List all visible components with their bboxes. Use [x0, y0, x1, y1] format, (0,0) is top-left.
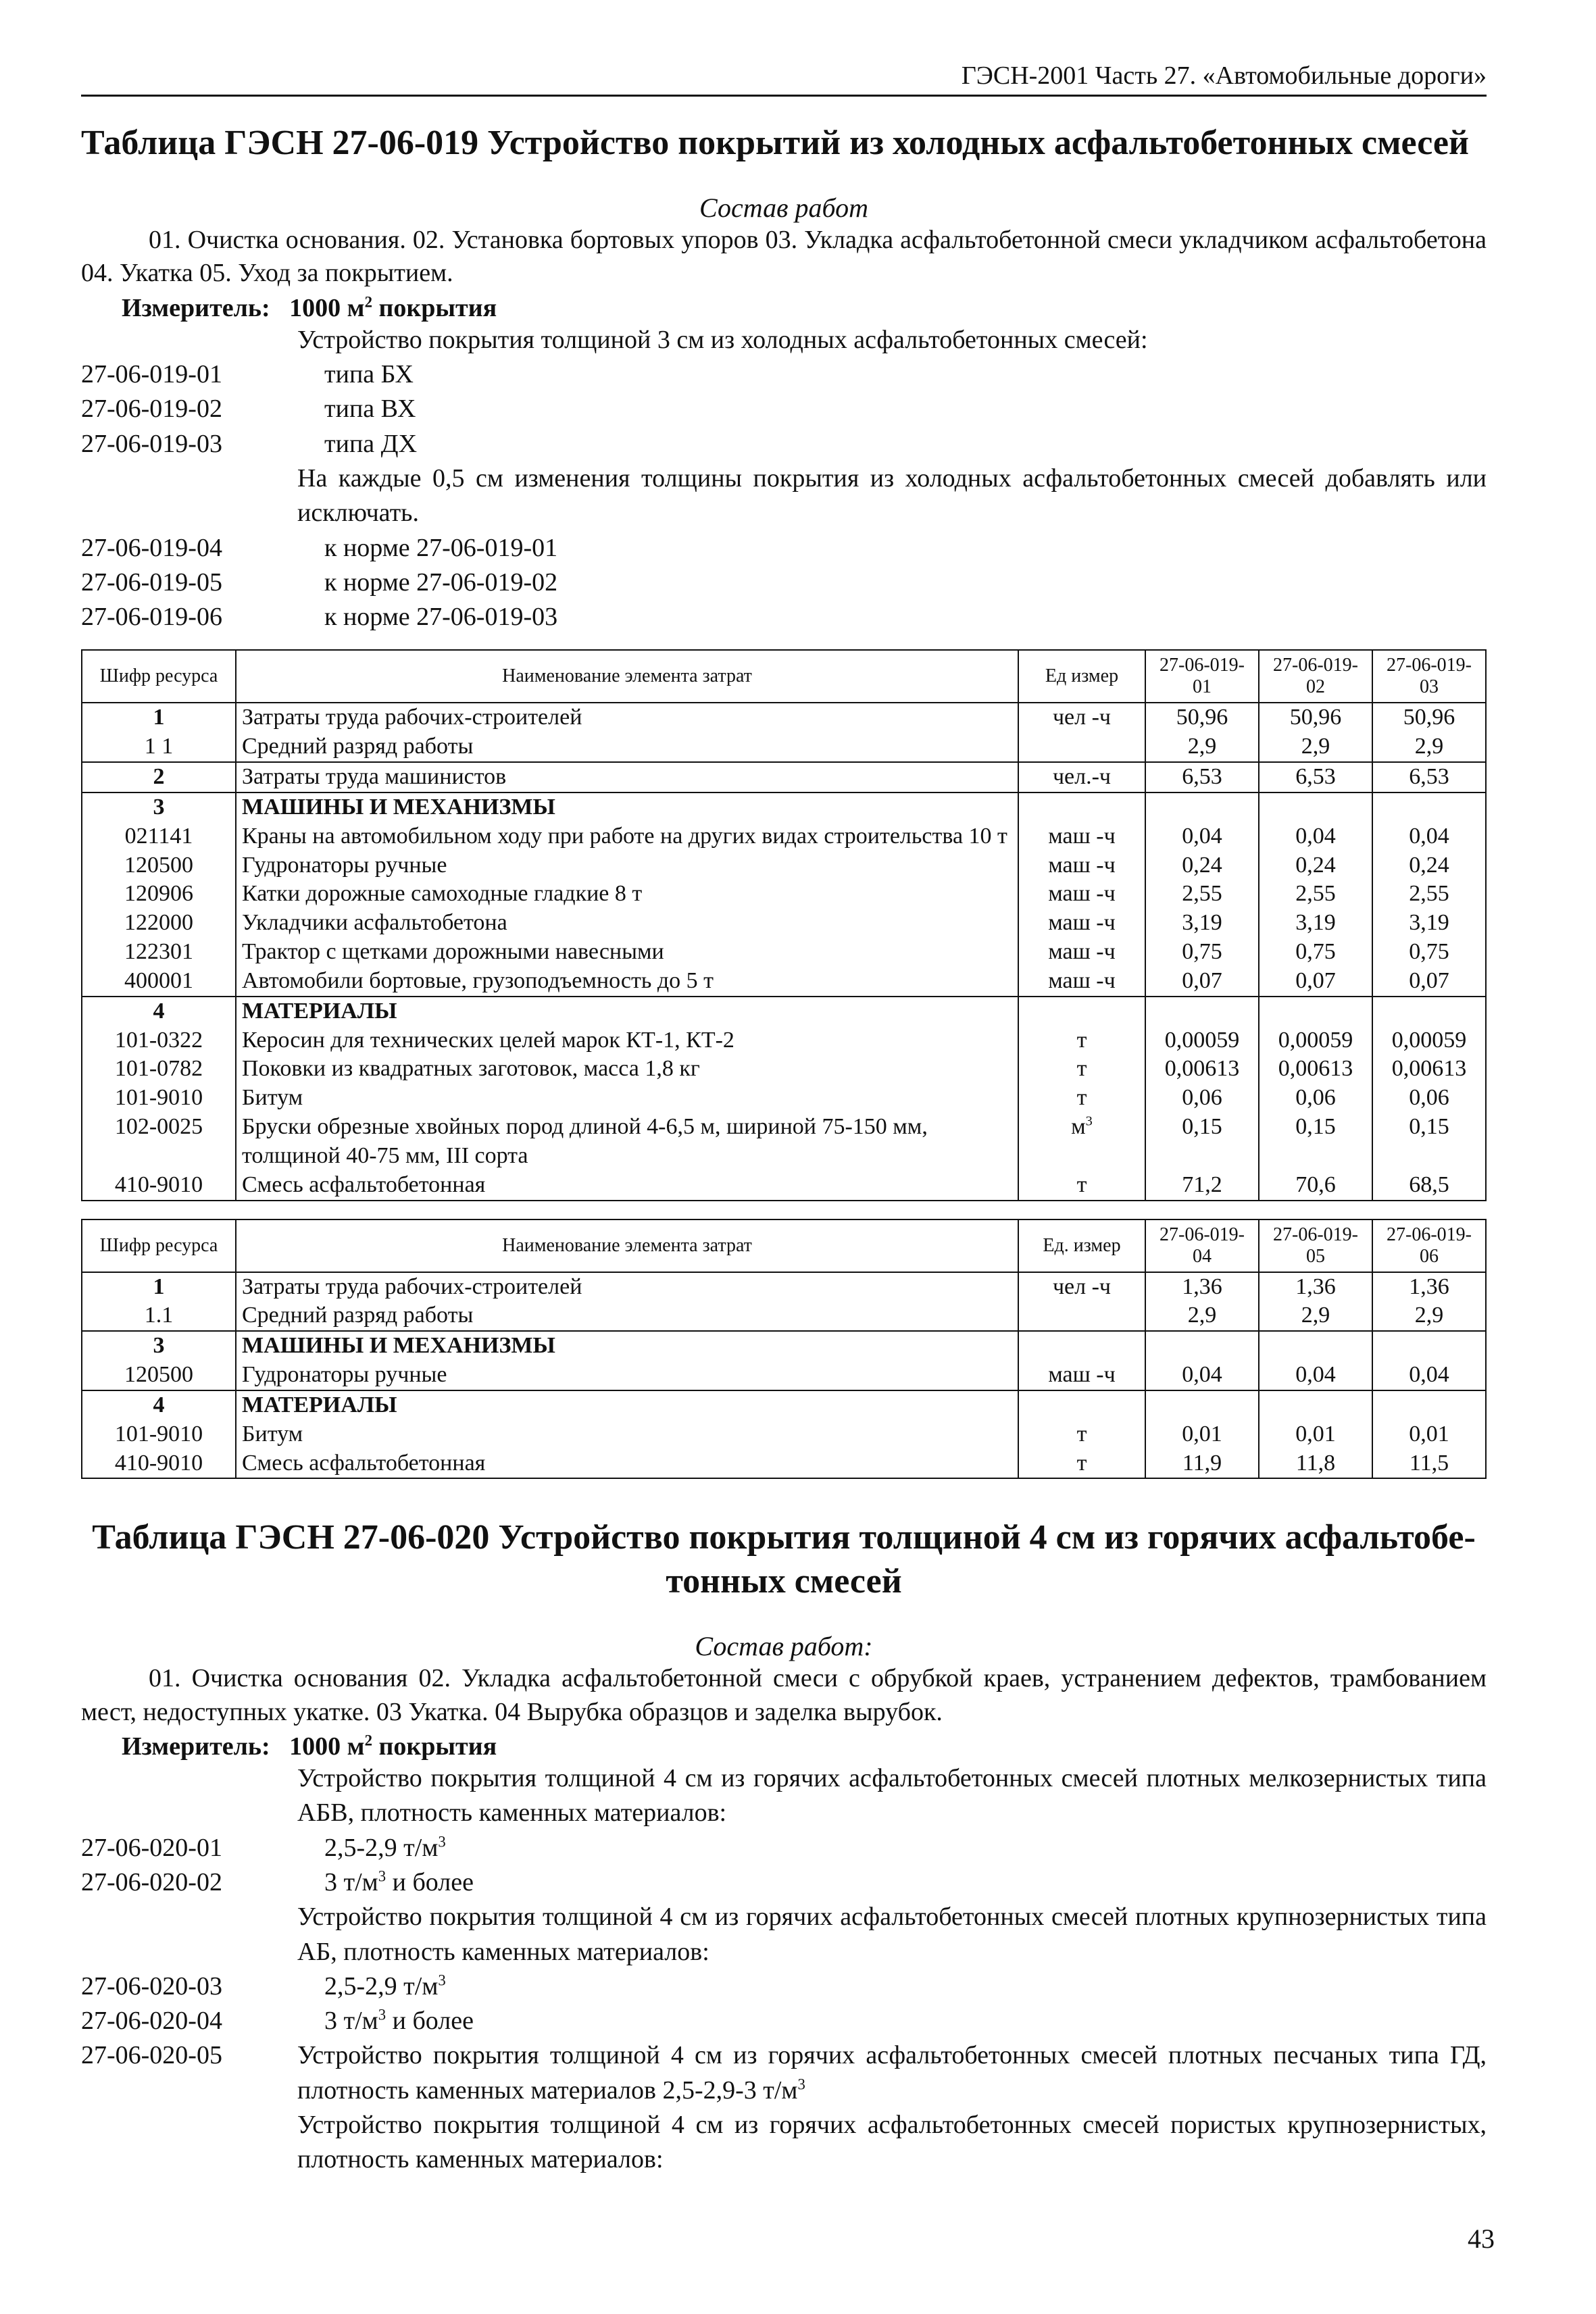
cell-value: 2,55 [1259, 880, 1372, 909]
table-row [82, 1390, 1486, 1420]
cell-code: 120906 [82, 880, 236, 909]
norm-code: 27-06-019-06 [81, 603, 222, 632]
cell-value: 2,9 [1372, 1301, 1486, 1331]
table-row [82, 851, 1486, 880]
cell-value: 0,06 [1259, 1084, 1372, 1113]
cell-name: Средний разряд работы [236, 732, 1018, 762]
norm-intro-5: Устройство покрытия толщиной 4 см из горячих асфальтобетонных смесей пористых крупнозернистых, плотность каменных материалов: [297, 2111, 1487, 2174]
header-unit: Ед. измер [1018, 1219, 1145, 1272]
norm-text: к норме 27-06-019-01 [324, 533, 558, 562]
cell-code: 3 [82, 1331, 236, 1361]
works-description-2: 01. Очистка основания 02. Укладка асфальтобетонной смеси с обрубкой краев, устранением дефектов, трамбованием мест, недоступных укатке. 03 Укатка. 04 Вырубка образцов и заделка вырубок. [81, 1664, 1487, 1726]
norm-item [81, 1969, 1487, 2004]
cell-value: 0,00059 [1259, 1026, 1372, 1055]
meter-value: 1000 м [289, 293, 365, 322]
cell-value: 50,96 [1372, 703, 1486, 732]
norm-intro-3: Устройство покрытия толщиной 4 см из горячих асфальтобетонных смесей плотных мелкозернистых типа АБВ, плотность каменных материалов: [297, 1764, 1487, 1828]
table-row [82, 1361, 1486, 1390]
cell-value: 3,19 [1259, 909, 1372, 938]
table-row [82, 732, 1486, 762]
norm-text-main: 2,5-2,9 т/м [324, 1833, 439, 1862]
cell-name: Затраты труда рабочих-строителей [236, 1272, 1018, 1302]
norm-item [81, 1865, 1487, 1900]
norm-code: 27-06-019-01 [81, 360, 222, 389]
norm-text-sup: 3 [378, 1867, 386, 1885]
cell-value: 6,53 [1372, 762, 1486, 793]
cell-value: 0,15 [1145, 1113, 1259, 1171]
norm-list-2 [81, 531, 1487, 635]
cell-unit: маш -ч [1018, 1361, 1145, 1390]
title-line-1: Таблица ГЭСН 27-06-020 Устройство покрытия толщиной 4 см из горячих асфальтобе- [92, 1518, 1476, 1557]
cell-code: 122301 [82, 938, 236, 967]
cell-value: 2,9 [1145, 732, 1259, 762]
cell-value: 0,00059 [1372, 1026, 1486, 1055]
cell-code: 1 [82, 1272, 236, 1302]
cell-code: 3 [82, 793, 236, 822]
cell-value: 0,04 [1145, 1361, 1259, 1390]
running-header: ГЭСН-2001 Часть 27. «Автомобильные дороги» [81, 61, 1487, 97]
table-row [82, 1055, 1486, 1084]
cell-unit: чел.-ч [1018, 762, 1145, 793]
table-row [82, 1026, 1486, 1055]
norm-text [297, 2004, 1487, 2038]
norm-item [81, 427, 1487, 461]
cell-value: 68,5 [1372, 1171, 1486, 1201]
cell-code: 410-9010 [82, 1449, 236, 1479]
cell-value: 0,07 [1259, 967, 1372, 997]
works-heading: Состав работ [699, 193, 868, 223]
cell-code: 410-9010 [82, 1171, 236, 1201]
resource-table-2 [81, 1219, 1487, 1480]
meter-unit: покрытия [378, 293, 497, 322]
norm-item [81, 600, 1487, 634]
cell-value: 1,36 [1372, 1272, 1486, 1302]
norm-code: 27-06-019-02 [81, 395, 222, 424]
cell-name: Смесь асфальтобетонная [236, 1171, 1018, 1201]
cell-unit: т [1018, 1171, 1145, 1201]
cell-value [1259, 997, 1372, 1026]
norm-text [297, 1831, 1487, 1865]
norm-text-sup: 3 [438, 1971, 446, 1989]
header-col-2: 27-06-019-02 [1259, 650, 1372, 703]
cell-value: 70,6 [1259, 1171, 1372, 1201]
cell-value [1372, 997, 1486, 1026]
norm-text: типа ВХ [324, 395, 416, 424]
cell-value: 2,9 [1372, 732, 1486, 762]
cell-value [1145, 1390, 1259, 1420]
cell-value: 2,9 [1259, 732, 1372, 762]
cell-name: Бруски обрезные хвойных пород длиной 4-6,5 м, шириной 75-150 мм, толщиной 40-75 мм, III сорта [236, 1113, 1018, 1171]
cell-value: 0,00613 [1372, 1055, 1486, 1084]
table-row [82, 1420, 1486, 1449]
table-header-row [82, 650, 1486, 703]
norm-code: 27-06-019-04 [81, 533, 222, 562]
cell-value: 11,9 [1145, 1449, 1259, 1479]
norm-text-post: и более [386, 1868, 474, 1896]
header-code: Шифр ресурса [82, 1219, 236, 1272]
cell-code: 101-9010 [82, 1420, 236, 1449]
cell-value: 2,9 [1145, 1301, 1259, 1331]
cell-code: 4 [82, 997, 236, 1026]
norm-item [81, 531, 1487, 565]
table-row [82, 1449, 1486, 1479]
norm-item [81, 2038, 1487, 2108]
norm-text: типа ДХ [324, 429, 418, 458]
cell-value [1145, 1331, 1259, 1361]
norm-code: 27-06-020-01 [81, 1833, 222, 1862]
cell-value: 0,24 [1372, 851, 1486, 880]
cell-value: 6,53 [1145, 762, 1259, 793]
table-row [82, 967, 1486, 997]
cell-value: 0,75 [1372, 938, 1486, 967]
cell-name: Краны на автомобильном ходу при работе на других видах строительства 10 т [236, 822, 1018, 851]
norm-intro-2: На каждые 0,5 см изменения толщины покрытия из холодных асфальтобетонных смесей добавлять или исключать. [297, 463, 1487, 528]
cell-name: МАТЕРИАЛЫ [236, 997, 1018, 1026]
cell-value: 2,55 [1145, 880, 1259, 909]
cell-value: 11,5 [1372, 1449, 1486, 1479]
table-row [82, 1171, 1486, 1201]
cell-unit [1018, 732, 1145, 762]
norm-code: 27-06-020-05 [81, 2041, 222, 2070]
cell-name: МАТЕРИАЛЫ [236, 1390, 1018, 1420]
header-name: Наименование элемента затрат [236, 650, 1018, 703]
cell-unit: т [1018, 1449, 1145, 1479]
table-row [82, 1084, 1486, 1113]
cell-value: 0,04 [1259, 1361, 1372, 1390]
cell-value [1372, 1390, 1486, 1420]
cell-name: Затраты труда рабочих-строителей [236, 703, 1018, 732]
meter-label: Измеритель: [122, 293, 270, 322]
table-row [82, 822, 1486, 851]
cell-code: 021141 [82, 822, 236, 851]
cell-value: 0,04 [1372, 822, 1486, 851]
cell-name: Смесь асфальтобетонная [236, 1449, 1018, 1479]
cell-unit: маш -ч [1018, 822, 1145, 851]
norm-text: к норме 27-06-019-02 [324, 568, 558, 597]
norm-text-sup: 3 [438, 1833, 446, 1851]
cell-value: 50,96 [1259, 703, 1372, 732]
meter-sup: 2 [364, 293, 372, 311]
cell-value [1259, 1331, 1372, 1361]
norm-intro: Устройство покрытия толщиной 3 см из холодных асфальтобетонных смесей: [297, 325, 1148, 354]
cell-name: Керосин для технических целей марок КТ-1, КТ-2 [236, 1026, 1018, 1055]
header-col-2: 27-06-019-05 [1259, 1219, 1372, 1272]
cell-value: 0,01 [1259, 1420, 1372, 1449]
cell-code: 120500 [82, 851, 236, 880]
cell-name: Укладчики асфальтобетона [236, 909, 1018, 938]
cell-code: 120500 [82, 1361, 236, 1390]
norm-text-main: 3 т/м [324, 2007, 378, 2036]
cell-value: 3,19 [1145, 909, 1259, 938]
cell-value: 6,53 [1259, 762, 1372, 793]
meter-label-2: Измеритель: [122, 1732, 270, 1761]
norm-code: 27-06-019-05 [81, 568, 222, 597]
norm-intro-4: Устройство покрытия толщиной 4 см из горячих асфальтобетонных смесей плотных крупнозернистых типа АБ, плотность каменных материалов: [297, 1903, 1487, 1966]
cell-unit-sup: 3 [1085, 1113, 1093, 1129]
cell-value [1259, 793, 1372, 822]
cell-code: 101-0782 [82, 1055, 236, 1084]
cell-value: 0,07 [1372, 967, 1486, 997]
norm-text-main: Устройство покрытия толщиной 4 см из горячих асфальтобетонных смесей плотных песчаных типа ГД, плотность каменных материалов 2,5-2,9-3 т/м [297, 2041, 1487, 2105]
cell-unit: т [1018, 1055, 1145, 1084]
cell-code: 101-0322 [82, 1026, 236, 1055]
cell-name: Поковки из квадратных заготовок, масса 1,8 кг [236, 1055, 1018, 1084]
norm-item [81, 1831, 1487, 1865]
cell-value [1259, 1390, 1372, 1420]
cell-value: 0,04 [1145, 822, 1259, 851]
cell-name: Средний разряд работы [236, 1301, 1018, 1331]
norm-code: 27-06-020-03 [81, 1971, 222, 2001]
cell-name: Битум [236, 1420, 1018, 1449]
table-row [82, 938, 1486, 967]
cell-value: 71,2 [1145, 1171, 1259, 1201]
cell-unit [1018, 997, 1145, 1026]
cell-value: 0,00059 [1145, 1026, 1259, 1055]
page-number: 43 [1468, 2223, 1495, 2254]
cell-value: 2,9 [1259, 1301, 1372, 1331]
cell-unit: маш -ч [1018, 851, 1145, 880]
title-line-2: тонных смесей [666, 1562, 902, 1601]
cell-code: 1.1 [82, 1301, 236, 1331]
cell-unit [1018, 793, 1145, 822]
document-page [81, 61, 1487, 2178]
norm-item [81, 565, 1487, 600]
cell-unit: маш -ч [1018, 880, 1145, 909]
cell-name: Автомобили бортовые, грузоподъемность до 5 т [236, 967, 1018, 997]
norm-code: 27-06-020-04 [81, 2007, 222, 2036]
cell-unit: маш -ч [1018, 938, 1145, 967]
cell-value: 0,01 [1372, 1420, 1486, 1449]
table-row [82, 997, 1486, 1026]
cell-code: 2 [82, 762, 236, 793]
norm-text [297, 2038, 1487, 2108]
table-row [82, 762, 1486, 793]
cell-code: 400001 [82, 967, 236, 997]
table-row [82, 703, 1486, 732]
cell-name: Трактор с щетками дорожными навесными [236, 938, 1018, 967]
cell-value: 0,07 [1145, 967, 1259, 997]
cell-value [1372, 793, 1486, 822]
norm-code: 27-06-019-03 [81, 429, 222, 458]
cell-value [1372, 1331, 1486, 1361]
table-row [82, 1113, 1486, 1171]
table-row [82, 793, 1486, 822]
cell-value: 3,19 [1372, 909, 1486, 938]
cell-unit: чел -ч [1018, 1272, 1145, 1302]
norm-text [297, 1969, 1487, 2004]
works-heading-2: Состав работ: [695, 1631, 873, 1662]
meter-sup-2: 2 [364, 1732, 372, 1749]
cell-unit: т [1018, 1420, 1145, 1449]
header-name: Наименование элемента затрат [236, 1219, 1018, 1272]
norm-text-sup: 3 [797, 2076, 805, 2093]
norm-text-main: 2,5-2,9 т/м [324, 1971, 439, 2001]
cell-name: Битум [236, 1084, 1018, 1113]
norm-text-post: и более [386, 2007, 474, 2036]
norm-code: 27-06-020-02 [81, 1868, 222, 1896]
meter-line [81, 293, 1487, 323]
norm-text-sup: 3 [378, 2006, 386, 2023]
cell-unit [1018, 1331, 1145, 1361]
cell-name: Затраты труда машинистов [236, 762, 1018, 793]
cell-code: 1 1 [82, 732, 236, 762]
cell-code: 122000 [82, 909, 236, 938]
meter-line-2 [81, 1732, 1487, 1761]
norm-item [81, 357, 1487, 392]
cell-value: 0,00613 [1145, 1055, 1259, 1084]
table-header-row [82, 1219, 1486, 1272]
table-row [82, 1301, 1486, 1331]
cell-unit: маш -ч [1018, 909, 1145, 938]
cell-value: 2,55 [1372, 880, 1486, 909]
cell-value: 0,24 [1259, 851, 1372, 880]
norm-text: к норме 27-06-019-03 [324, 603, 558, 632]
header-code: Шифр ресурса [82, 650, 236, 703]
cell-unit: маш -ч [1018, 967, 1145, 997]
header-unit: Ед измер [1018, 650, 1145, 703]
cell-value: 0,06 [1372, 1084, 1486, 1113]
cell-code: 1 [82, 703, 236, 732]
cell-name: Катки дорожные самоходные гладкие 8 т [236, 880, 1018, 909]
cell-code: 101-9010 [82, 1084, 236, 1113]
cell-value [1145, 997, 1259, 1026]
cell-value: 1,36 [1259, 1272, 1372, 1302]
cell-value: 0,75 [1145, 938, 1259, 967]
cell-value: 0,00613 [1259, 1055, 1372, 1084]
table-row [82, 880, 1486, 909]
header-col-1: 27-06-019-01 [1145, 650, 1259, 703]
cell-code: 102-0025 [82, 1113, 236, 1171]
norm-text [297, 1865, 1487, 1900]
cell-value: 0,04 [1372, 1361, 1486, 1390]
cell-value: 0,24 [1145, 851, 1259, 880]
header-col-3: 27-06-019-03 [1372, 650, 1486, 703]
cell-unit: т [1018, 1026, 1145, 1055]
cell-name: Гудронаторы ручные [236, 1361, 1018, 1390]
cell-name: МАШИНЫ И МЕХАНИЗМЫ [236, 793, 1018, 822]
norm-list [81, 357, 1487, 461]
norm-text-main: 3 т/м [324, 1868, 378, 1896]
header-col-3: 27-06-019-06 [1372, 1219, 1486, 1272]
cell-value [1145, 793, 1259, 822]
table-row [82, 1331, 1486, 1361]
works-description: 01. Очистка основания. 02. Установка бортовых упоров 03. Укладка асфальтобетонной смеси укладчиком асфальтобетона 04. Укатка 05. Уход за покрытием. [81, 226, 1487, 288]
cell-unit [1018, 1390, 1145, 1420]
header-col-1: 27-06-019-04 [1145, 1219, 1259, 1272]
table-title-019: Таблица ГЭСН 27-06-019 Устройство покрытий из холодных асфальтобетонных смесей [81, 124, 1469, 162]
table-row [82, 1272, 1486, 1302]
cell-value: 0,15 [1259, 1113, 1372, 1171]
cell-unit [1018, 1301, 1145, 1331]
cell-value: 0,15 [1372, 1113, 1486, 1171]
meter-unit-2: покрытия [378, 1732, 497, 1761]
cell-value: 1,36 [1145, 1272, 1259, 1302]
resource-table-1 [81, 649, 1487, 1201]
cell-value: 50,96 [1145, 703, 1259, 732]
cell-value: 11,8 [1259, 1449, 1372, 1479]
norm-item [81, 392, 1487, 426]
cell-value: 0,01 [1145, 1420, 1259, 1449]
cell-code: 4 [82, 1390, 236, 1420]
cell-unit: $м^3$ [1018, 1113, 1145, 1171]
cell-name: МАШИНЫ И МЕХАНИЗМЫ [236, 1331, 1018, 1361]
table-title-020 [81, 1515, 1487, 1603]
cell-value: 0,75 [1259, 938, 1372, 967]
cell-unit: чел -ч [1018, 703, 1145, 732]
cell-name: Гудронаторы ручные [236, 851, 1018, 880]
cell-value: 0,04 [1259, 822, 1372, 851]
meter-value-2: 1000 м [289, 1732, 365, 1761]
cell-value: 0,06 [1145, 1084, 1259, 1113]
table-row [82, 909, 1486, 938]
norm-item [81, 2004, 1487, 2038]
norm-text: типа БХ [324, 360, 414, 389]
cell-unit: т [1018, 1084, 1145, 1113]
